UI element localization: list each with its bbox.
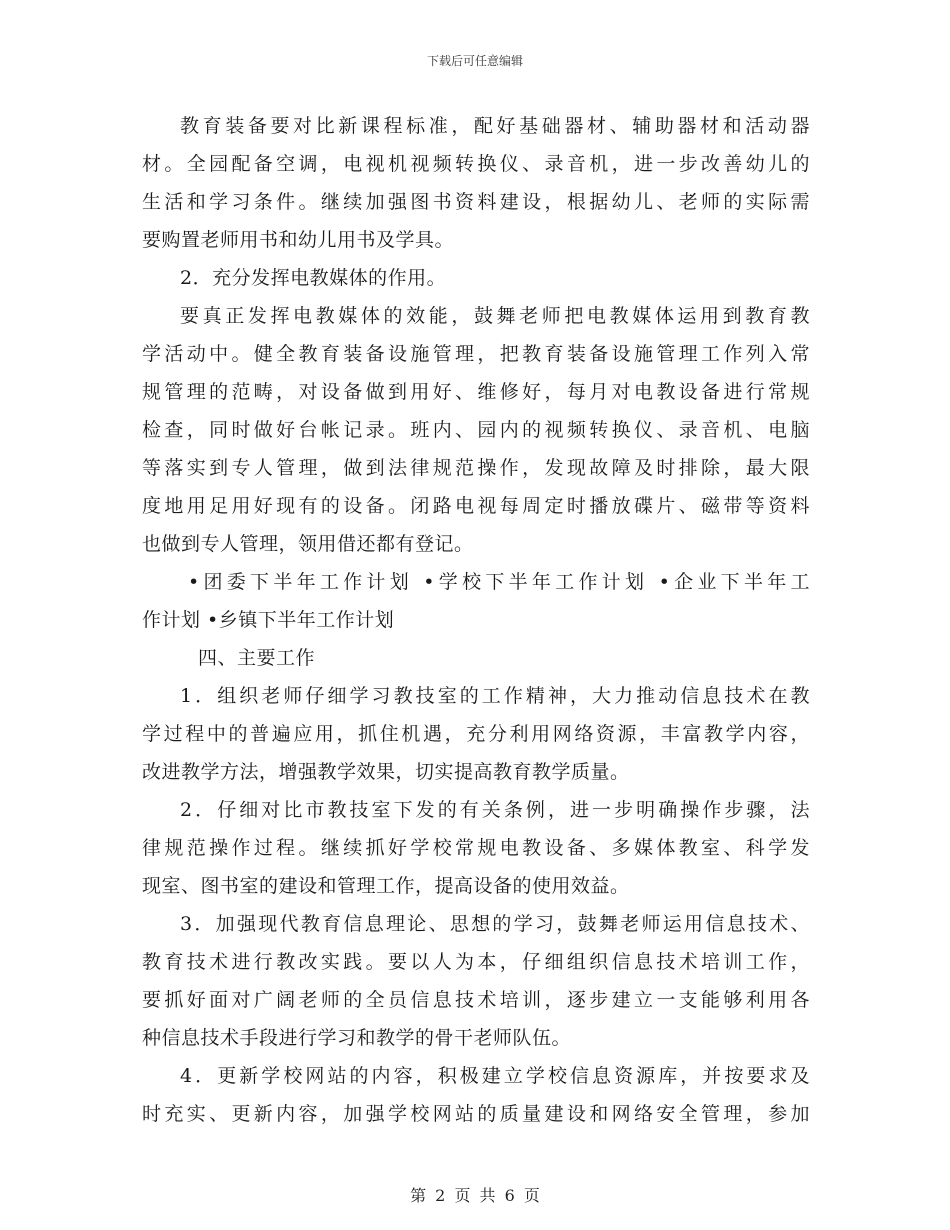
text-line: 生活和学习条件。继续加强图书资料建设，根据幼儿、老师的实际需 [142,191,810,213]
text-line: 要真正发挥电教媒体的效能，鼓舞老师把电教媒体运用到教育教 [180,305,810,327]
text-line: 规管理的范畴，对设备做到用好、维修好，每月对电教设备进行常规 [142,381,810,403]
text-line: 种信息技术手段进行学习和教学的骨干老师队伍。 [142,1027,572,1049]
text-line: 作计划 •乡镇下半年工作计划 [142,609,395,631]
text-line: 教育技术进行教改实践。要以人为本，仔细组织信息技术培训工作， [142,951,810,973]
text-line: 2．仔细对比市教技室下发的有关条例，进一步明确操作步骤，法 [180,799,810,821]
text-line: 1．组织老师仔细学习教技室的工作精神，大力推动信息技术在教 [180,685,810,707]
text-line: 材。全园配备空调，电视机视频转换仪、录音机，进一步改善幼儿的 [142,153,810,175]
text-line: 教育装备要对比新课程标准，配好基础器材、辅助器材和活动器 [180,115,810,137]
text-line: 3．加强现代教育信息理论、思想的学习，鼓舞老师运用信息技术、 [180,913,810,935]
text-line: 学过程中的普遍应用，抓住机遇，充分利用网络资源，丰富教学内容， [142,723,810,745]
text-line: 4．更新学校网站的内容，积极建立学校信息资源库，并按要求及 [180,1065,810,1087]
text-line: 现室、图书室的建设和管理工作，提高设备的使用效益。 [142,875,630,897]
text-line: 要抓好面对广阔老师的全员信息技术培训，逐步建立一支能够利用各 [142,989,810,1011]
page-number: 第 2 页 共 6 页 [410,1186,540,1205]
text-line: 也做到专人管理，领用借还都有登记。 [142,533,474,555]
text-line: 四、主要工作 [198,647,316,669]
text-line: 要购置老师用书和幼儿用书及学具。 [142,229,455,251]
text-line: 律规范操作过程。继续抓好学校常规电教设备、多媒体教室、科学发 [142,837,810,859]
text-line: 时充实、更新内容，加强学校网站的质量建设和网络安全管理，参加 [142,1103,810,1125]
text-line: 等落实到专人管理，做到法律规范操作，发现故障及时排除，最大限 [142,457,810,479]
text-line: 度地用足用好现有的设备。闭路电视每周定时播放碟片、磁带等资料 [142,495,810,517]
document-body [142,107,810,1133]
text-line: 改进教学方法，增强教学效果，切实提高教育教学质量。 [142,761,630,783]
text-line: 2．充分发挥电教媒体的作用。 [180,267,447,289]
page-header: 下载后可任意编辑 [426,54,523,68]
text-line: 检查，同时做好台帐记录。班内、园内的视频转换仪、录音机、电脑 [142,419,810,441]
text-line: 学活动中。健全教育装备设施管理，把教育装备设施管理工作列入常 [142,343,810,365]
text-line: •团委下半年工作计划 •学校下半年工作计划 •企业下半年工 [188,571,810,593]
